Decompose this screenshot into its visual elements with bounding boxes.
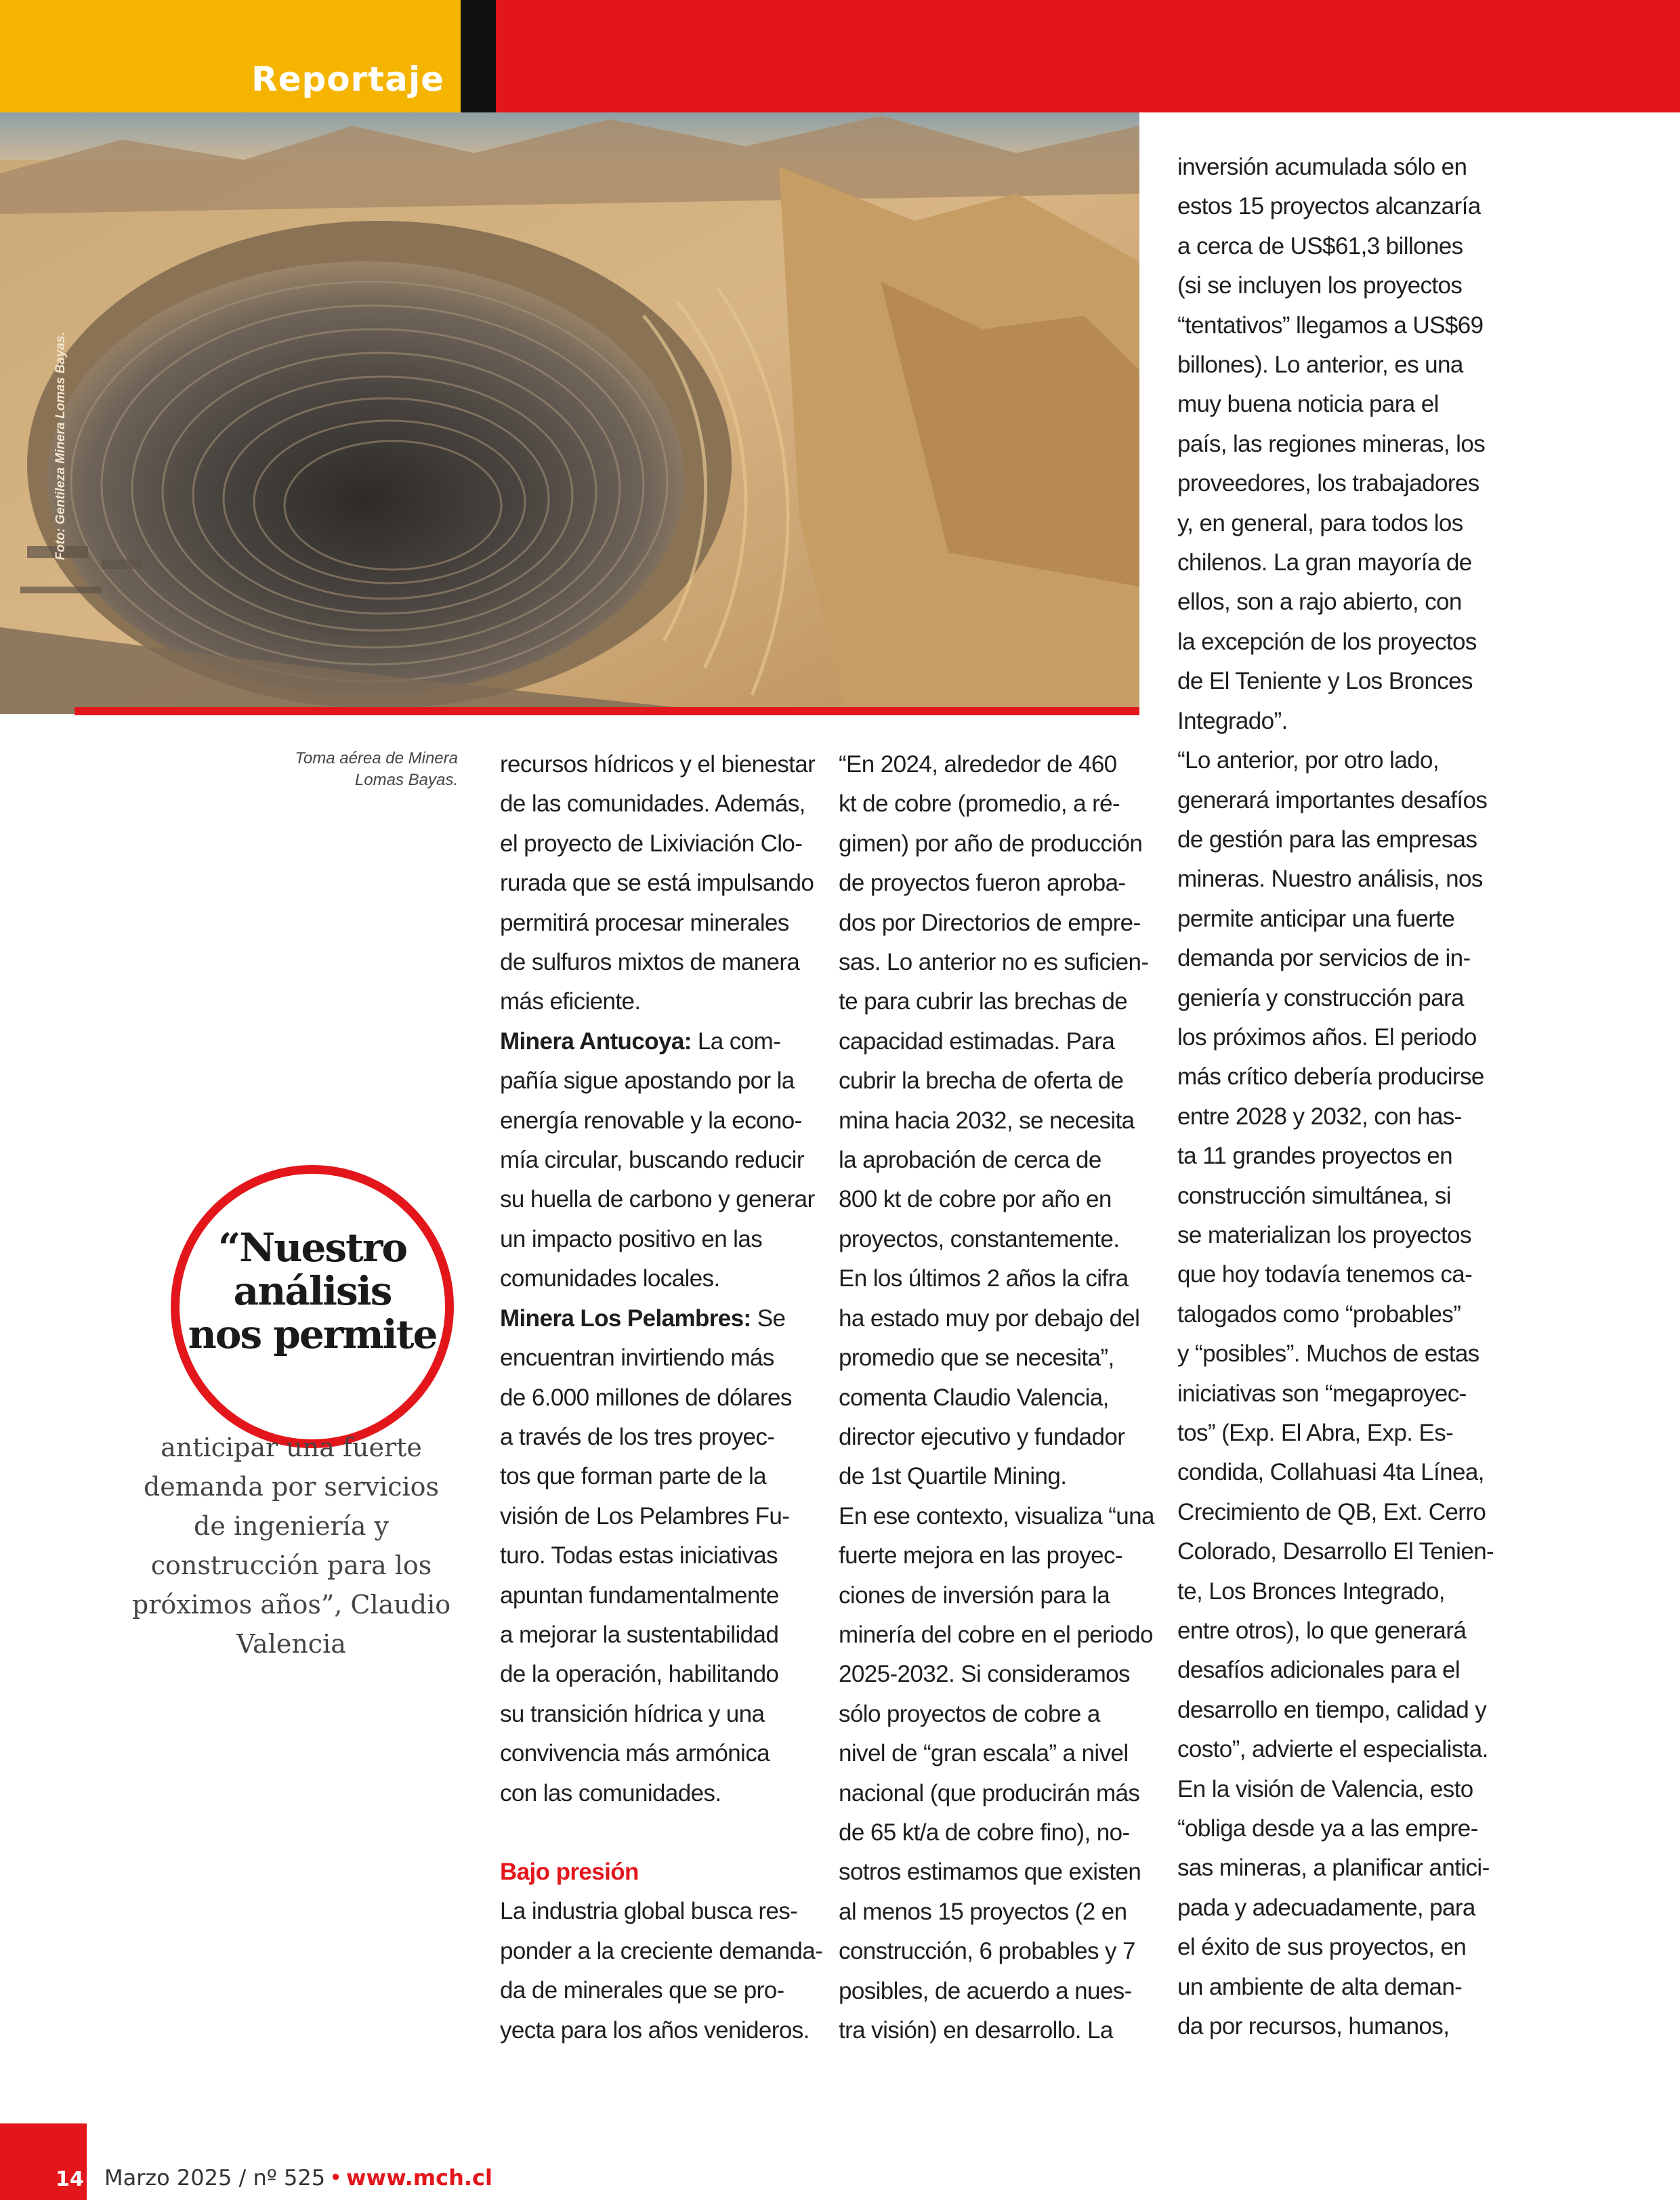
body-line: que hoy todavía tenemos ca- [1177, 1261, 1473, 1288]
body-line: construcción, 6 probables y 7 [839, 1938, 1135, 1965]
body-line: ciones de inversión para la [839, 1582, 1110, 1609]
body-line: geniería y construcción para [1177, 984, 1464, 1011]
body-line: kt de cobre (promedio, a ré- [839, 790, 1120, 818]
body-line: tos” (Exp. El Abra, Exp. Es- [1177, 1420, 1454, 1446]
body-line: recursos hídricos y el bienestar [500, 751, 816, 778]
body-line: y, en general, para todos los [1177, 509, 1463, 536]
body-line: la excepción de los proyectos [1177, 628, 1477, 655]
body-line: a través de los tres proyec- [500, 1423, 775, 1450]
footer-url[interactable]: www.mch.cl [345, 2165, 492, 2191]
body-line: permitirá procesar minerales [500, 909, 789, 936]
body-line: de sulfuros mixtos de manera [500, 949, 800, 976]
body-line: mina hacia 2032, se necesita [839, 1107, 1135, 1134]
pull-quote-line: construcción para los [150, 1550, 432, 1580]
body-line: comenta Claudio Valencia, [839, 1384, 1109, 1411]
body-line: tos que forman parte de la [500, 1463, 766, 1490]
body-line: sas. Lo anterior no es suficien- [839, 949, 1149, 976]
pull-quote-line: Valencia [236, 1629, 346, 1659]
article-column-3 [839, 745, 1154, 2050]
body-line: energía renovable y la econo- [500, 1107, 802, 1134]
body-line: más crítico debería producirse [1177, 1063, 1484, 1091]
body-line: mía circular, buscando reducir [500, 1147, 804, 1174]
body-line: entre 2028 y 2032, con has- [1177, 1103, 1462, 1130]
body-line: 800 kt de cobre por año en [839, 1186, 1112, 1213]
body-line: iniciativas son “megaproyec- [1177, 1380, 1467, 1407]
body-line: ta 11 grandes proyectos en [1177, 1143, 1452, 1170]
body-text: La com- [691, 1028, 781, 1055]
pull-quote-line: nos permite [188, 1311, 437, 1357]
photo-red-rule [75, 707, 1139, 715]
body-line: promedio que se necesita”, [839, 1345, 1114, 1372]
footer-issue-line [104, 2165, 492, 2191]
body-line: chilenos. La gran mayoría de [1177, 549, 1472, 576]
body-line: condida, Collahuasi 4ta Línea, [1177, 1459, 1484, 1486]
body-line: inversión acumulada sólo en [1177, 154, 1467, 180]
photo-caption [244, 748, 458, 791]
body-line: y “posibles”. Muchos de estas [1177, 1340, 1479, 1368]
pull-quote-line: próximos años”, Claudio [131, 1590, 451, 1620]
body-line: de gestión para las empresas [1177, 826, 1477, 853]
body-line: posibles, de acuerdo a nues- [839, 1977, 1132, 2004]
body-line: entre otros), lo que generará [1177, 1617, 1467, 1645]
pull-quote-heading [171, 1226, 454, 1356]
body-line: visión de Los Pelambres Fu- [500, 1502, 790, 1529]
body-line: costo”, advierte el especialista. [1177, 1736, 1488, 1763]
body-line: de la operación, habilitando [500, 1661, 779, 1688]
body-line: de 1st Quartile Mining. [839, 1463, 1067, 1490]
caption-line: Lomas Bayas. [354, 771, 458, 789]
header-black-stripe [461, 0, 496, 112]
caption-line: Toma aérea de Minera [295, 749, 458, 767]
body-line: permite anticipar una fuerte [1177, 905, 1455, 932]
pull-quote-line: análisis [233, 1268, 392, 1314]
body-line: nacional (que producirán más [839, 1779, 1140, 1806]
pelambres-lead: Minera Los Pelambres: [500, 1305, 751, 1332]
body-line: director ejecutivo y fundador [839, 1423, 1125, 1450]
body-line: billones). Lo anterior, es una [1177, 352, 1463, 379]
body-line: de 6.000 millones de dólares [500, 1384, 792, 1411]
pull-quote-line: demanda por servicios [143, 1472, 440, 1502]
body-line: rurada que se está impulsando [500, 870, 814, 897]
body-line: Crecimiento de QB, Ext. Cerro [1177, 1498, 1486, 1525]
body-line: ponder a la creciente demanda- [500, 1937, 823, 1964]
pull-quote-line: anticipar una fuerte [161, 1433, 422, 1462]
body-line: da de minerales que se pro- [500, 1977, 784, 2004]
body-line: convivencia más armónica [500, 1740, 770, 1767]
article-column-2 [500, 745, 823, 2050]
body-line: apuntan fundamentalmente [500, 1582, 779, 1609]
body-line: En la visión de Valencia, esto [1177, 1775, 1473, 1802]
body-line: yecta para los años venideros. [500, 2016, 810, 2044]
article-column-4 [1177, 148, 1494, 2047]
body-line: talogados como “probables” [1177, 1300, 1461, 1328]
body-line: al menos 15 proyectos (2 en [839, 1898, 1127, 1925]
body-line: a cerca de US$61,3 billones [1177, 232, 1463, 259]
body-line: la aprobación de cerca de [839, 1147, 1101, 1174]
body-line: de proyectos fueron aproba- [839, 870, 1126, 897]
body-line: generará importantes desafíos [1177, 786, 1488, 813]
body-line: desafíos adicionales para el [1177, 1657, 1461, 1684]
body-line: dos por Directorios de empre- [839, 909, 1141, 936]
body-line: su transición hídrica y una [500, 1700, 765, 1727]
footer-issue: Marzo 2025 / nº 525 [104, 2165, 326, 2191]
body-line: estos 15 proyectos alcanzaría [1177, 193, 1481, 220]
body-line: sotros estimamos que existen [839, 1859, 1141, 1886]
body-text: Se [751, 1305, 786, 1332]
body-line: el éxito de sus proyectos, en [1177, 1934, 1467, 1961]
pelambres-first-line [500, 1299, 805, 1338]
body-line: te, Los Bronces Integrado, [1177, 1578, 1445, 1605]
body-line: ha estado muy por debajo del [839, 1305, 1140, 1332]
body-line: proyectos, constantemente. [839, 1225, 1120, 1252]
body-line: 2025-2032. Si consideramos [839, 1661, 1130, 1688]
antucoya-first-line [500, 1022, 805, 1061]
body-line: “tentativos” llegamos a US$69 [1177, 312, 1484, 339]
subheading-bajo-presion: Bajo presión [500, 1858, 639, 1885]
section-label: Reportaje [251, 60, 444, 99]
body-line: Integrado”. [1177, 707, 1288, 734]
page-number: 14 [56, 2167, 84, 2191]
body-line: nivel de “gran escala” a nivel [839, 1740, 1129, 1767]
body-line: da por recursos, humanos, [1177, 2013, 1450, 2040]
body-line: Colorado, Desarrollo El Tenien- [1177, 1538, 1494, 1565]
body-line: su huella de carbono y generar [500, 1186, 815, 1213]
body-line: (si se incluyen los proyectos [1177, 272, 1463, 299]
body-line: país, las regiones mineras, los [1177, 430, 1486, 457]
antucoya-lead: Minera Antucoya: [500, 1028, 692, 1055]
body-line: encuentran invirtiendo más [500, 1345, 774, 1372]
body-line: cubrir la brecha de oferta de [839, 1067, 1124, 1095]
body-line: construcción simultánea, si [1177, 1182, 1451, 1209]
footer-separator: • [329, 2165, 342, 2191]
body-line: sas mineras, a planificar antici- [1177, 1855, 1490, 1882]
body-line: sólo proyectos de cobre a [839, 1700, 1100, 1727]
body-line: proveedores, los trabajadores [1177, 470, 1479, 497]
body-line: un impacto positivo en las [500, 1225, 763, 1252]
body-line: muy buena noticia para el [1177, 391, 1439, 418]
body-line: de El Teniente y Los Bronces [1177, 668, 1473, 695]
body-line: un ambiente de alta deman- [1177, 1973, 1463, 2000]
photo-credit: Foto: Gentileza Minera Lomas Bayas. [54, 332, 68, 560]
body-line: turo. Todas estas iniciativas [500, 1542, 778, 1569]
body-line: más eficiente. [500, 988, 641, 1015]
pull-quote-body [115, 1428, 467, 1664]
body-line: te para cubrir las brechas de [839, 988, 1128, 1015]
body-line: “Lo anterior, por otro lado, [1177, 747, 1439, 774]
body-line: En los últimos 2 años la cifra [839, 1265, 1129, 1292]
body-line: pañía sigue apostando por la [500, 1067, 795, 1095]
body-line: En ese contexto, visualiza “una [839, 1502, 1154, 1529]
header-red-band [496, 0, 1680, 112]
pull-quote-line: “Nuestro [217, 1225, 407, 1271]
body-line: La industria global busca res- [500, 1898, 798, 1925]
body-line: desarrollo en tiempo, calidad y [1177, 1696, 1487, 1723]
pull-quote-line: de ingeniería y [194, 1511, 389, 1541]
body-line: de 65 kt/a de cobre fino), no- [839, 1819, 1130, 1846]
body-line: minería del cobre en el periodo [839, 1621, 1153, 1648]
body-line: gimen) por año de producción [839, 830, 1143, 857]
body-line: tra visión) en desarrollo. La [839, 2017, 1113, 2044]
body-line: el proyecto de Lixiviación Clo- [500, 830, 803, 857]
body-line: pada y adecuadamente, para [1177, 1894, 1475, 1921]
body-line: con las comunidades. [500, 1779, 721, 1806]
body-line: ellos, son a rajo abierto, con [1177, 589, 1462, 616]
mine-aerial-photo [0, 112, 1139, 714]
body-line: mineras. Nuestro análisis, nos [1177, 866, 1483, 893]
body-line: capacidad estimadas. Para [839, 1028, 1115, 1055]
body-line: demanda por servicios de in- [1177, 945, 1471, 972]
body-line: a mejorar la sustentabilidad [500, 1621, 779, 1648]
body-line: se materializan los proyectos [1177, 1221, 1471, 1248]
body-line: comunidades locales. [500, 1265, 720, 1292]
body-line: los próximos años. El periodo [1177, 1023, 1477, 1051]
body-line: “obliga desde ya a las empre- [1177, 1815, 1478, 1842]
body-line: “En 2024, alrededor de 460 [839, 751, 1117, 778]
body-line: de las comunidades. Además, [500, 790, 805, 818]
body-line: fuerte mejora en las proyec- [839, 1542, 1122, 1569]
